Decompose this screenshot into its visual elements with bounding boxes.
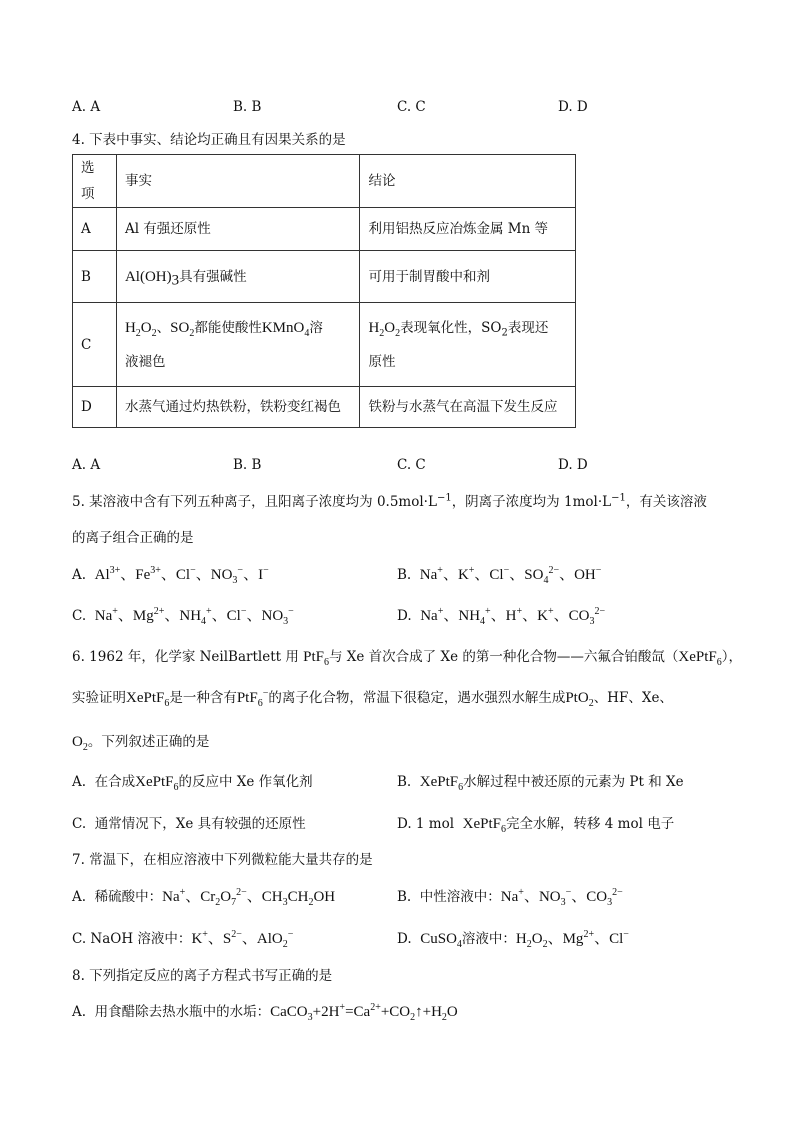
q4-option-b: B. B — [233, 457, 262, 473]
q5-option-d: D. Na+、$NH_4^+$、H+、K+、$CO_3^{2-}$ — [397, 606, 606, 627]
q7-option-c: C. NaOH 溶液中：K+、$S^{2-}$、AlO$_2$− — [72, 929, 294, 950]
row-option: D — [73, 387, 117, 428]
row-conclusion: 铁粉与水蒸气在高温下发生反应 — [360, 387, 576, 428]
q5-stem-line2: 的离子组合正确的是 — [72, 530, 194, 546]
row-conclusion: $H_2O_2$表现氧化性，$SO_2$表现还 原性 — [360, 303, 576, 387]
q3-option-b: B. B — [233, 99, 262, 115]
q6-stem-line1: 6. 1962 年，化学家 NeilBartlett 用 PtF$_6$与 Xe 首次合成了 Xe 的第一种化合物——六氟合铂酸氙（XePtF$_6$）， — [72, 649, 742, 668]
header-fact: 事实 — [116, 155, 360, 208]
q8-stem: 8. 下列指定反应的离子方程式书写正确的是 — [72, 968, 333, 984]
q6-stem-line3: $O_2$。下列叙述正确的是 — [72, 734, 210, 753]
q7-option-d: D. CuSO$_4$溶液中：$H_2O_2$、$Mg^{2+}$、Cl− — [397, 929, 629, 950]
q3-option-a: A. A — [72, 99, 101, 115]
row-fact: Al 有强还原性 — [116, 208, 360, 251]
table-row — [73, 251, 576, 303]
q5-option-c: C. Na+、$Mg^{2+}$、$NH_4^+$、Cl−、$NO_3^-$ — [72, 606, 294, 627]
q6-option-a: A. 在合成XePtF$_6$的反应中 Xe 作氧化剂 — [72, 774, 313, 793]
q6-option-b: B. XePtF$_6$水解过程中被还原的元素为 Pt 和 Xe — [397, 774, 684, 793]
table-row — [73, 208, 576, 251]
q3-option-d: D. D — [558, 99, 588, 115]
row-option: B — [73, 251, 117, 303]
q4-option-a: A. A — [72, 457, 101, 473]
table-row — [73, 387, 576, 428]
q4-option-c: C. C — [397, 457, 426, 473]
q6-option-d: D. 1 mol XePtF$_6$完全水解，转移 4 mol 电子 — [397, 816, 675, 835]
row-option: A — [73, 208, 117, 251]
row-fact: 水蒸气通过灼热铁粉，铁粉变红褐色 — [116, 387, 360, 428]
row-option: C — [73, 303, 117, 387]
table-row — [73, 303, 576, 387]
q8-option-a: A. 用食醋除去热水瓶中的水垢：$CaCO_3+2H^+=Ca^{2+}+CO_2↑+H_2O$ — [72, 1002, 458, 1023]
q4-option-d: D. D — [558, 457, 588, 473]
row-conclusion: 利用铝热反应冶炼金属 Mn 等 — [360, 208, 576, 251]
q5-option-a: A. $Al^{3+}$、$Fe^{3+}$、Cl−、$NO_3^-$、I− — [72, 565, 269, 586]
header-option: 选项 — [73, 155, 117, 208]
q7-stem: 7. 常温下，在相应溶液中下列微粒能大量共存的是 — [72, 852, 373, 868]
row-fact: $H_2O_2$、$SO_2$都能使酸性KMnO$_4$溶 液褪色 — [116, 303, 360, 387]
q7-option-a: A. 稀硫酸中：Na+、$Cr_2O_7^{2-}$、$CH_3CH_2OH$ — [72, 887, 336, 908]
q5-option-b: B. Na+、K+、Cl−、$SO_4^{2-}$、OH− — [397, 565, 602, 586]
q3-option-c: C. C — [397, 99, 426, 115]
q6-stem-line2: 实验证明XePtF$_6$是一种含有PtF$_6$−的离子化合物，常温下很稳定，遇水强烈水解生成PtO$_2$、HF、Xe、 — [72, 688, 673, 709]
q5-stem: 5. 某溶液中含有下列五种离子，且阳离子浓度均为 $0.5mol\cdot L^{-1}$，阴离子浓度均为 $1mol\cdot L^{-1}$，有关该溶液 — [72, 492, 707, 510]
q4-stem: 4. 下表中事实、结论均正确且有因果关系的是 — [72, 132, 346, 148]
row-fact: $Al(OH)_3$具有强碱性 — [116, 251, 360, 303]
header-conclusion: 结论 — [360, 155, 576, 208]
row-conclusion: 可用于制胃酸中和剂 — [360, 251, 576, 303]
table-header-row — [73, 155, 576, 208]
q7-option-b: B. 中性溶液中：Na+、$NO_3^-$、$CO_3^{2-}$ — [397, 887, 623, 908]
q6-option-c: C. 通常情况下，Xe 具有较强的还原性 — [72, 816, 306, 832]
q4-table — [72, 154, 576, 428]
